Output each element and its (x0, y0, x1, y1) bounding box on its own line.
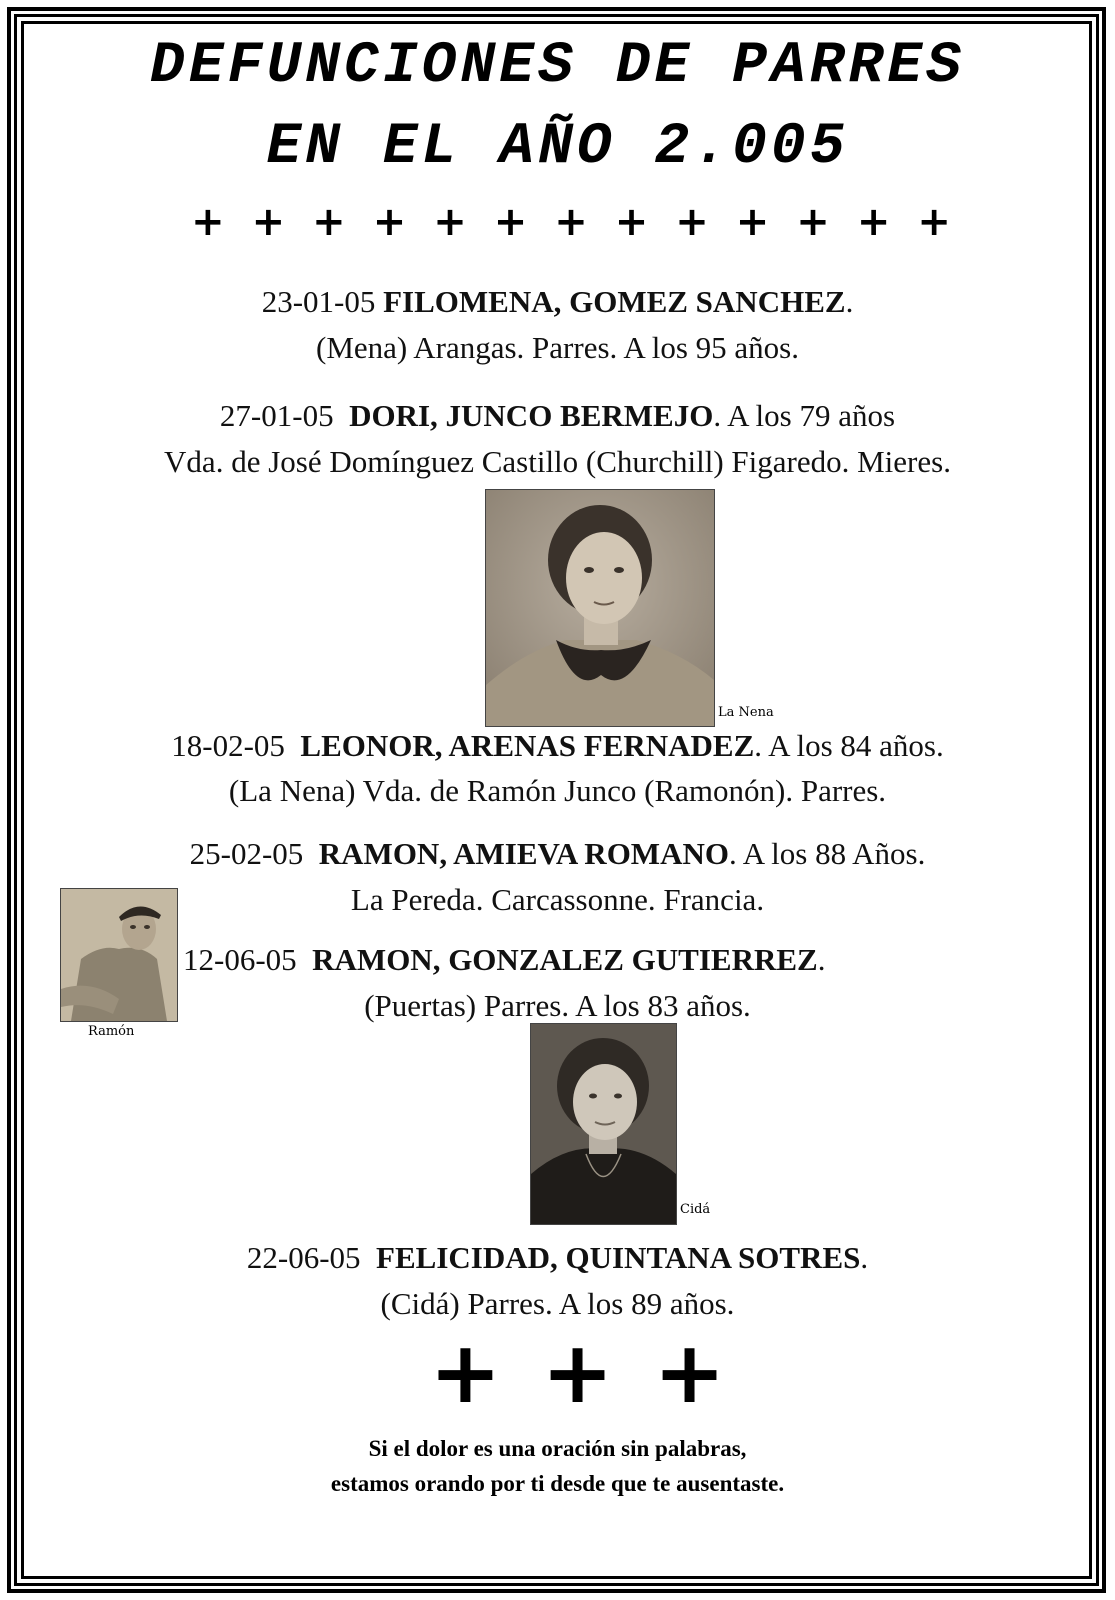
entry-4-line-1 (40, 838, 1075, 869)
entry-4-line-2: La Pereda. Carcassonne. Francia. (350, 882, 765, 917)
entry-name: RAMON, GONZALEZ GUTIERREZ (312, 942, 818, 977)
entry-3-line-1 (40, 730, 1075, 761)
ramon-caption: Ramón (88, 1024, 135, 1039)
cida-caption: Cidá (680, 1202, 711, 1217)
entry-date: 27-01-05 (219, 398, 334, 433)
entry-5-line-1 (183, 944, 825, 975)
bottom-crosses-row: +++ (429, 1323, 766, 1423)
entry-name: LEONOR, ARENAS FERNADEZ (300, 728, 755, 763)
poem-line-1: Si el dolor es una oración sin palabras, (368, 1436, 747, 1461)
entry-detail: . (860, 1240, 869, 1275)
entry-detail: . (845, 284, 854, 319)
entry-1-line-1 (40, 286, 1075, 317)
entry-2-line-1 (40, 400, 1075, 431)
poem-line-2: estamos orando por ti desde que te ausentaste. (330, 1471, 785, 1496)
entry-date: 23-01-05 (261, 284, 376, 319)
title-line-1: DEFUNCIONES DE PARRES (150, 34, 965, 99)
top-crosses-row: +++++++++++++ (191, 199, 978, 245)
entry-detail: . A los 88 Años. (728, 836, 926, 871)
entry-date: 12-06-05 (183, 942, 297, 977)
entry-detail: . A los 84 años. (754, 728, 944, 763)
entry-date: 25-02-05 (189, 836, 304, 871)
cida-photo (530, 1023, 677, 1225)
entry-date: 18-02-05 (171, 728, 285, 763)
title-line-2: EN EL AÑO 2.005 (266, 115, 849, 180)
entry-name: DORI, JUNCO BERMEJO (349, 398, 714, 433)
portrait-woman-image (531, 1024, 676, 1224)
entry-detail: . A los 79 años (713, 398, 896, 433)
entry-1-line-2: (Mena) Arangas. Parres. A los 95 años. (316, 330, 799, 365)
entry-2-line-2: Vda. de José Domínguez Castillo (Churchill) Figaredo. Mieres. (164, 444, 951, 479)
entry-5-line-2: (Puertas) Parres. A los 83 años. (364, 988, 751, 1023)
la-nena-caption: La Nena (718, 705, 774, 720)
entry-name: RAMON, AMIEVA ROMANO (318, 836, 729, 871)
entry-name: FILOMENA, GOMEZ SANCHEZ (383, 284, 846, 319)
portrait-woman-image (486, 490, 714, 726)
entry-name: FELICIDAD, QUINTANA SOTRES (376, 1240, 861, 1275)
la-nena-photo (485, 489, 715, 727)
entry-6-line-2: (Cidá) Parres. A los 89 años. (380, 1286, 735, 1321)
entry-6-line-1 (40, 1242, 1075, 1273)
entry-detail: . (817, 942, 826, 977)
entry-date: 22-06-05 (246, 1240, 361, 1275)
entry-3-line-2: (La Nena) Vda. de Ramón Junco (Ramonón). Parres. (228, 773, 887, 808)
